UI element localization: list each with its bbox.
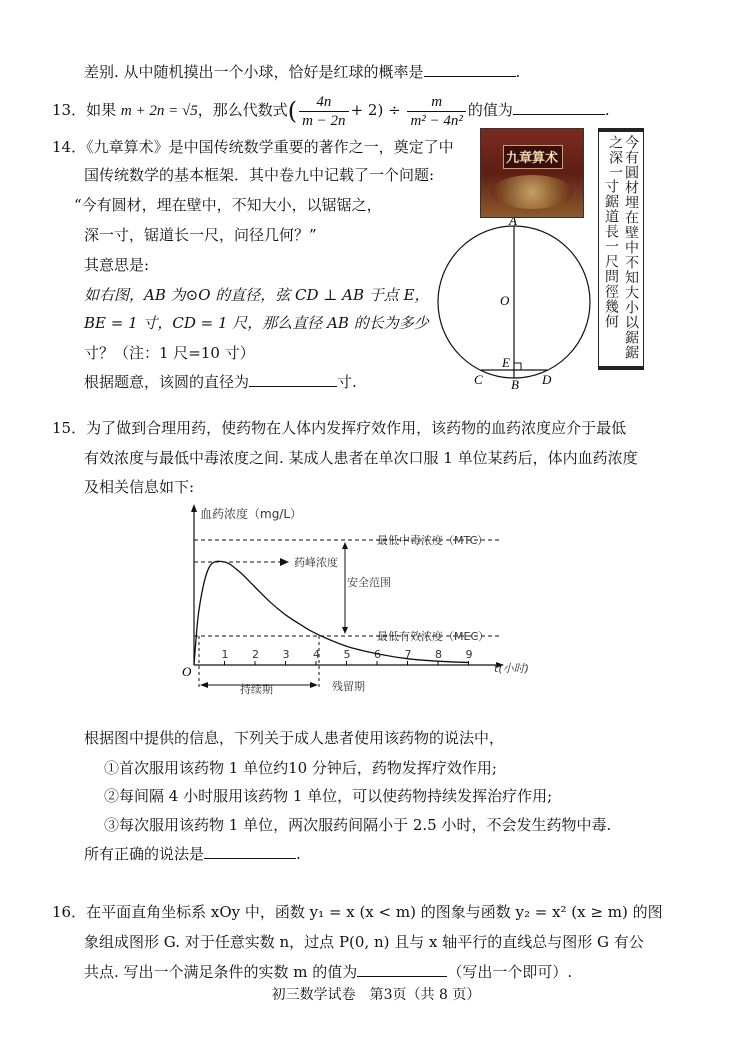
x-tick-label: 4	[313, 648, 320, 661]
q14-line5: 其意思是:	[84, 256, 150, 274]
q16-line3: 共点. 写出一个满足条件的实数 m 的值为	[84, 963, 358, 981]
peak-label: 药峰浓度	[294, 556, 338, 569]
q13-lead: 如果	[86, 101, 117, 119]
label-a: A	[509, 218, 517, 228]
q16-line3-end: （写出一个即可）.	[447, 963, 573, 981]
y-axis-arrow	[191, 504, 197, 512]
duration-arrow-right	[310, 682, 318, 688]
q14-line9-end: 寸.	[337, 373, 357, 391]
scroll-column-2: 寸鋸道長一尺問徑幾何	[603, 179, 619, 329]
x-tick-label: 9	[465, 648, 473, 661]
q15-line5: 所有正确的说法是	[84, 845, 205, 863]
answer-blank-14[interactable]	[249, 372, 337, 387]
q13-fraction-1	[299, 93, 348, 130]
q13-fraction-2	[407, 93, 465, 130]
q14-line7: BE = 1 寸，CD = 1 尺，那么直径 AB 的长为多少	[84, 314, 429, 332]
q16-number: 16．	[52, 903, 87, 921]
duration-label: 持续期	[240, 683, 273, 696]
label-b: B	[511, 377, 519, 390]
q15-number: 15．	[52, 419, 87, 437]
q14-line4: 深一寸，锯道长一尺，问径几何？”	[84, 226, 317, 244]
x-tick-label: 8	[435, 648, 442, 661]
answer-blank-12[interactable]	[424, 62, 516, 77]
q13-f2-den: m² − 4n²	[410, 112, 463, 129]
q14-line2: 国传统数学的基本框架．其中卷九中记载了一个问题:	[84, 166, 435, 184]
answer-blank-13[interactable]	[513, 100, 605, 115]
duration-arrow-left	[200, 682, 208, 688]
x-tick-label: 6	[374, 648, 381, 661]
residual-label: 残留期	[332, 680, 365, 693]
q15-option-1: ①首次服用该药物 1 单位约10 分钟后，药物发挥疗效作用;	[104, 759, 497, 777]
q15-line3: 及相关信息如下:	[84, 478, 195, 496]
q14-line1: 《九章算术》是中国传统数学重要的著作之一，奠定了中	[86, 138, 454, 156]
scroll-column-1: 今有圓材埋在壁中不知大小以鋸鋸之深一	[607, 135, 639, 360]
q14-line8: 寸？（注：1 尺=10 寸）	[84, 344, 255, 362]
q13-condition: m + 2n = √5	[120, 103, 198, 119]
q12-tail	[84, 62, 520, 82]
q15-option-3: ③每次服用该药物 1 单位，两次服药间隔小于 2.5 小时，不会发生药物中毒.	[104, 816, 612, 834]
safe-arrow-down	[342, 627, 348, 634]
x-ticks	[222, 648, 473, 665]
q13-divide: ÷	[388, 101, 401, 119]
q15-line4: 根据图中提供的信息，下列关于成人患者使用该药物的说法中，	[84, 729, 505, 747]
q15-line1: 为了做到合理用药，使药物在人体内发挥疗效作用，该药物的血药浓度应介于最低	[86, 419, 627, 437]
label-o: O	[500, 293, 510, 308]
label-c: C	[474, 372, 483, 387]
circle-figure	[436, 218, 596, 390]
q13-f2-num: m	[407, 93, 465, 112]
q13-tail: 的值为	[467, 101, 513, 119]
x-tick-label: 2	[252, 648, 259, 661]
origin-label: O	[182, 664, 192, 679]
q16-line1: 在平面直角坐标系 xOy 中，函数 y₁ = x (x < m) 的图象与函数 y₂ = x² (x ≥ m) 的图	[86, 903, 663, 921]
answer-blank-16[interactable]	[357, 962, 447, 977]
q13-plus: + 2)	[350, 101, 384, 119]
mec-label: 最低有效浓度（MEC）	[377, 630, 490, 643]
drug-concentration-chart	[172, 500, 532, 705]
x-tick-label: 7	[404, 648, 412, 661]
label-d: D	[542, 372, 552, 387]
question-13	[52, 90, 610, 130]
mtc-label: 最低中毒浓度（MTC）	[377, 534, 489, 547]
right-angle-mark	[514, 363, 521, 370]
x-tick-label: 3	[282, 648, 290, 661]
q14-line3: “今有圆材，埋在壁中，不知大小，以锯锯之，	[74, 196, 382, 214]
q13-mid: ，那么代数式	[197, 101, 288, 119]
x-tick-label: 5	[343, 648, 351, 661]
q15-option-2: ②每间隔 4 小时服用该药物 1 单位，可以使药物持续发挥治疗作用;	[104, 787, 553, 805]
q13-f1-den: m − 2n	[302, 112, 346, 129]
q15-line2: 有效浓度与最低中毒浓度之间. 某成人患者在单次口服 1 单位某药后，体内血药浓度	[84, 449, 638, 467]
book-cover-image	[480, 128, 584, 218]
q16-line2: 象组成图形 G. 对于任意实数 n，过点 P(0, n) 且与 x 轴平行的直线总与图形 G 有公	[84, 933, 644, 951]
q14-line6: 如右图，AB 为⊙O 的直径，弦 CD ⊥ AB 于点 E，	[84, 286, 430, 304]
answer-blank-15[interactable]	[204, 844, 296, 859]
book-title: 九章算术	[505, 151, 558, 166]
q13-f1-num: 4n	[299, 93, 348, 112]
x-tick-label: 1	[221, 648, 229, 661]
q13-open-paren: (	[287, 97, 298, 125]
q12-tail-text: 差别. 从中随机摸出一个小球，恰好是红球的概率是	[84, 63, 424, 81]
q12-end: .	[515, 63, 521, 81]
label-e: E	[502, 355, 510, 370]
q15-line5-end: .	[296, 845, 301, 863]
y-axis-label: 血药浓度（mg/L）	[200, 507, 303, 521]
q13-number: 13．	[52, 101, 87, 119]
peak-arrow	[280, 558, 289, 566]
page-footer: 初三数学试卷 第3页（共 8 页）	[271, 987, 481, 1003]
q13-end: .	[604, 101, 610, 119]
q14-number: 14．	[52, 138, 87, 156]
q14-line9: 根据题意，该圆的直径为	[84, 373, 250, 391]
ancient-text-scroll	[598, 128, 644, 370]
concentration-curve	[194, 561, 469, 665]
x-axis-label: t(小时)	[494, 662, 529, 675]
safe-range-label: 安全范围	[347, 576, 391, 589]
safe-arrow-up	[342, 542, 348, 549]
